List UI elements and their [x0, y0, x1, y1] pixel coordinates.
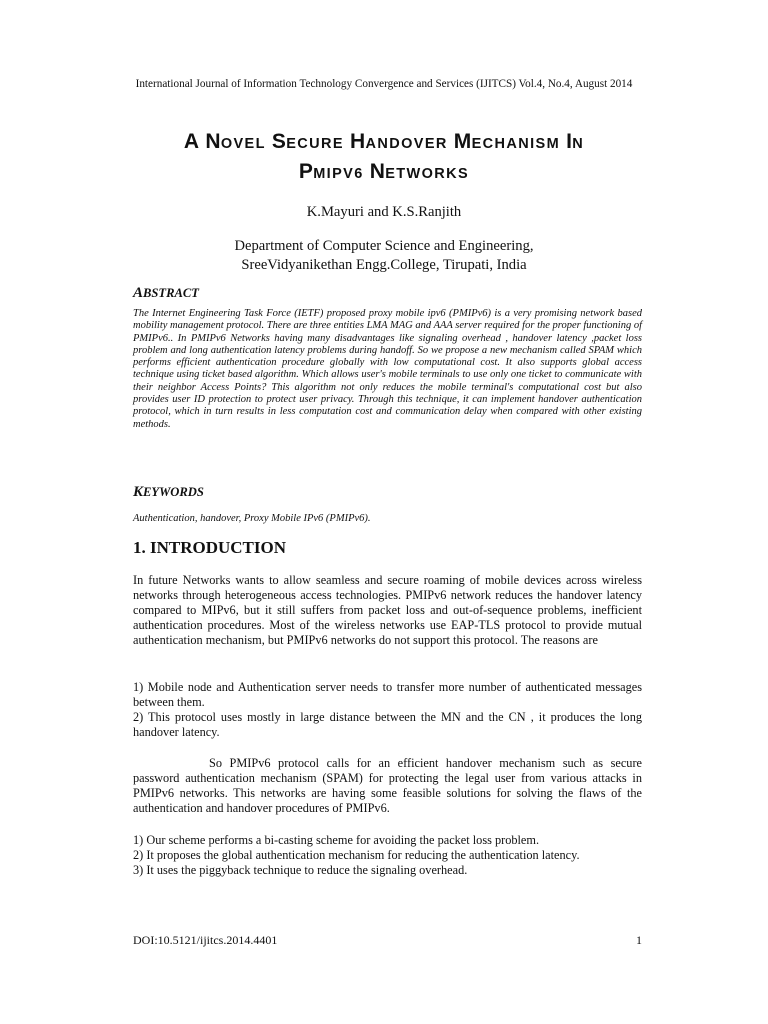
title-word: ECURE: [286, 136, 344, 152]
title-initial: A: [183, 130, 200, 153]
running-header: International Journal of Information Technology Convergence and Services (IJITCS) Vol.4, No.4, August 2014: [135, 78, 633, 90]
affiliation: [0, 237, 768, 275]
title-initial: N: [205, 130, 221, 153]
title-word: ECHANISM: [471, 136, 561, 152]
title-word: ANDOVER: [365, 136, 448, 152]
title-initial: H: [349, 130, 366, 153]
title-word: N: [572, 136, 585, 152]
list-item: 1) Our scheme performs a bi-casting scheme for avoiding the packet loss problem.: [133, 833, 540, 847]
keywords-heading-rest: EYWORDS: [143, 485, 204, 499]
footer-doi: DOI:10.5121/ijitcs.2014.4401: [133, 933, 278, 947]
introduction-paragraph-2: So PMIPv6 protocol calls for an efficient handover mechanism such as secure password authentication mechanism (SPAM) for protecting the legal user from various attacks in PMIPv6 networks. This networks are having some feasible solutions for solving the flaws of the authentication and handover procedures of PMIPv6.: [133, 756, 642, 815]
scheme-list: [133, 833, 642, 878]
list-item: 2) This protocol uses mostly in large distance between the MN and the CN , it produces the long handover latency.: [133, 710, 642, 739]
title-word: MIPV6: [313, 166, 364, 182]
reasons-list: [133, 680, 642, 740]
title-initial: I: [566, 130, 573, 153]
page-number: 1: [636, 933, 642, 947]
title-initial: N: [369, 160, 386, 183]
list-item: 2) It proposes the global authentication mechanism for reducing the authentication latency.: [133, 848, 580, 862]
title-word: ETWORKS: [385, 166, 470, 182]
abstract-text: The Internet Engineering Task Force (IETF) proposed proxy mobile ipv6 (PMIPv6) is a very promising network based mobility management protocol. There are three entities LMA MAG and AAA server required for the proper functioning of PMIPv6.. In PMIPv6 Networks having many disadvantages like signaling overhead , handover latency ,packet loss problem and long authentication latency problems during handoff. So we propose a new mechanism called SPAM which performs efficient authentication procedure globally with low computational cost. It also supports global access technique using ticket based algorithm. Which allows user's mobile terminals to use only one ticket to communicate with their neighbor Access Points? This algorithm not only reduces the mobile terminal's computational cost but also provides user ID protection to protect user privacy. Through this technique, it can implement handover authentication protocol, which in turn results in less computation cost and communication delay when compared with other existing methods.: [133, 308, 642, 430]
affiliation-line-1: Department of Computer Science and Engineering,: [234, 238, 534, 254]
introduction-paragraph-1: In future Networks wants to allow seamless and secure roaming of mobile devices across wireless networks through heterogeneous access technologies. PMIPv6 network reduces the handover latency compared to MIPv6, but it still suffers from packet loss and out-of-sequence problems, inefficient authentication procedures. Most of the wireless networks use EAP-TLS protocol to provide mutual authentication mechanism, but PMIPv6 networks do not support this protocol. The reasons are: [133, 573, 642, 647]
keywords-text: Authentication, handover, Proxy Mobile IPv6 (PMIPv6).: [133, 513, 371, 524]
keywords-heading: [133, 484, 204, 500]
list-item: 1) Mobile node and Authentication server needs to transfer more number of authenticated messages between them.: [133, 680, 642, 709]
introduction-heading: 1. INTRODUCTION: [133, 538, 287, 557]
title-initial: M: [453, 130, 472, 153]
authors: K.Mayuri and K.S.Ranjith: [306, 204, 462, 220]
affiliation-line-2: SreeVidyanikethan Engg.College, Tirupati, India: [241, 257, 527, 273]
title-line-2: [0, 158, 768, 188]
paper-title: [0, 128, 768, 188]
title-initial: S: [271, 130, 287, 153]
abstract-heading: [133, 285, 199, 301]
title-initial: P: [298, 160, 314, 183]
abstract-heading-rest: BSTRACT: [143, 286, 200, 300]
title-line-1: [0, 128, 768, 158]
keywords-heading-cap: K: [133, 484, 144, 500]
abstract-heading-cap: A: [133, 285, 144, 301]
title-word: OVEL: [220, 136, 266, 152]
list-item: 3) It uses the piggyback technique to reduce the signaling overhead.: [133, 863, 468, 877]
